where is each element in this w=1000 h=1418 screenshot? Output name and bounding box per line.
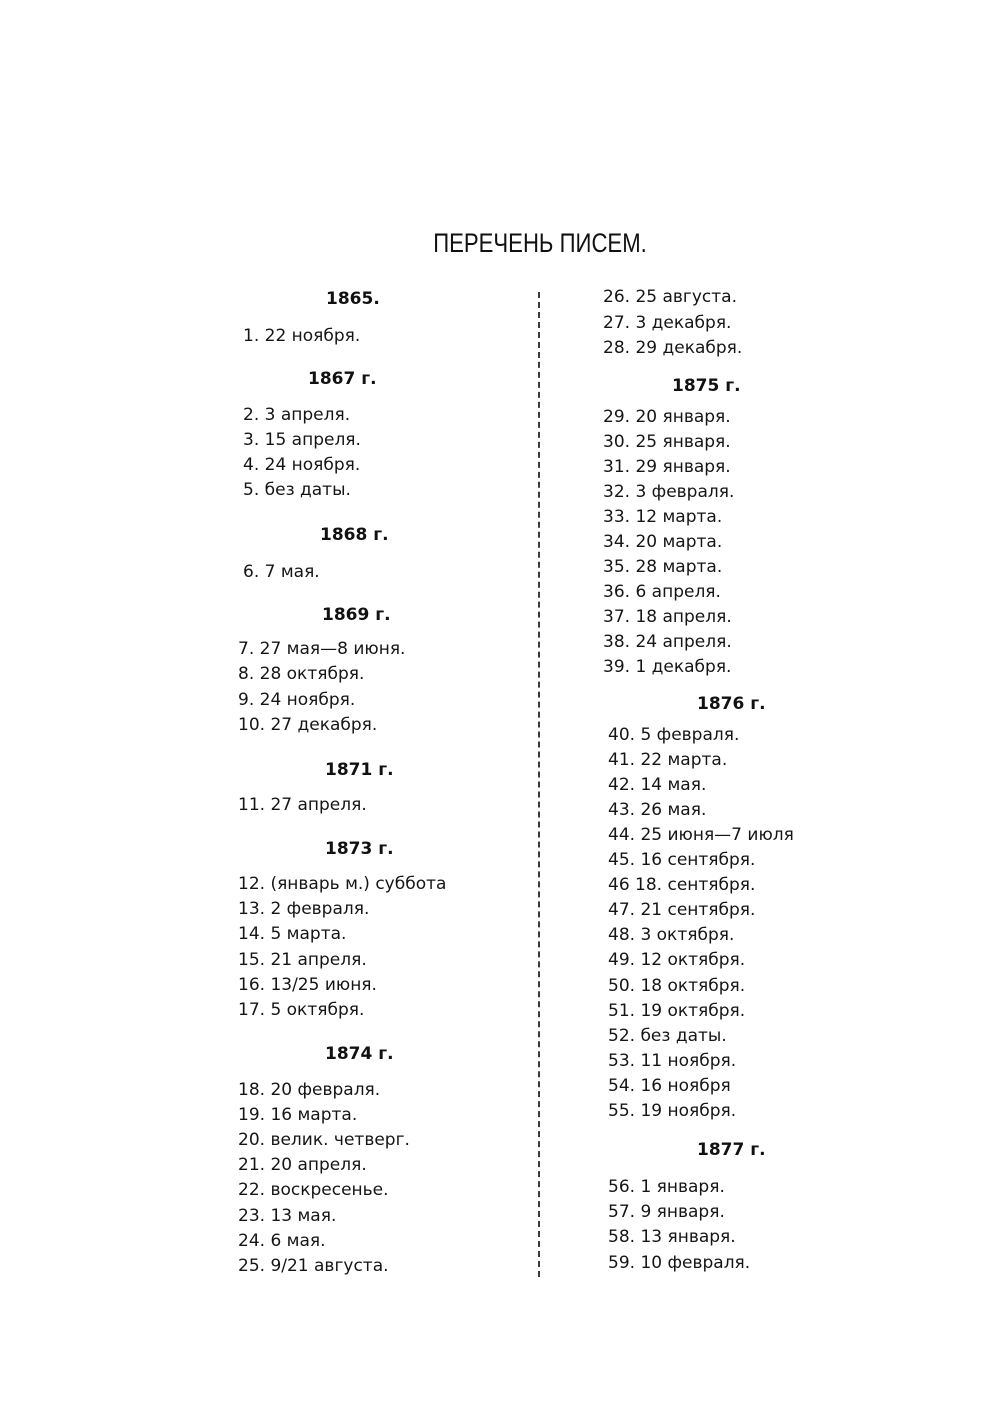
letter-entry: 17. 5 октября.: [238, 1000, 365, 1020]
year-heading: 1874 г.: [325, 1044, 394, 1064]
letter-entry: 36. 6 апреля.: [603, 582, 721, 602]
letter-entry: 21. 20 апреля.: [238, 1155, 367, 1176]
letter-entry: 34. 20 марта.: [603, 532, 723, 552]
letter-entry: 54. 16 ноября: [608, 1075, 731, 1096]
letter-entry: 24. 6 мая.: [238, 1230, 326, 1251]
letter-entry: 4. 24 ноября.: [243, 455, 361, 475]
letter-entry: 7. 27 мая—8 июня.: [238, 639, 406, 659]
letter-entry: 29. 20 января.: [603, 407, 731, 427]
letter-entry: 33. 12 марта.: [603, 507, 723, 527]
letter-entry: 41. 22 марта.: [608, 750, 728, 771]
letter-entry: 20. велик. четверг.: [238, 1130, 410, 1151]
letter-entry: 47. 21 сентября.: [608, 900, 756, 921]
column-divider: [538, 292, 540, 1277]
letter-entry: 15. 21 апреля.: [238, 949, 367, 970]
year-heading: 1876 г.: [697, 694, 766, 714]
letter-entry: 18. 20 февраля.: [238, 1080, 381, 1100]
letter-entry: 1. 22 ноября.: [243, 326, 361, 346]
letter-entry: 50. 18 октября.: [608, 975, 746, 996]
letter-entry: 2. 3 апреля.: [243, 405, 351, 425]
letter-entry: 57. 9 января.: [608, 1202, 725, 1223]
letter-entry: 6. 7 мая.: [243, 562, 320, 582]
letter-entry: 58. 13 января.: [608, 1227, 736, 1248]
letter-entry: 23. 13 мая.: [238, 1205, 337, 1226]
letter-entry: 5. без даты.: [243, 480, 351, 500]
letter-entry: 32. 3 февраля.: [603, 482, 735, 502]
letter-entry: 13. 2 февраля.: [238, 899, 370, 920]
letter-entry: 28. 29 декабря.: [603, 338, 743, 358]
year-heading: 1871 г.: [325, 760, 394, 780]
letter-entry: 52. без даты.: [608, 1025, 727, 1046]
page-title: ПЕРЕЧЕНЬ ПИСЕМ.: [433, 228, 647, 258]
letter-entry: 53. 11 ноября.: [608, 1050, 737, 1071]
letter-entry: 9. 24 ноября.: [238, 689, 356, 710]
letter-entry: 11. 27 апреля.: [238, 795, 367, 815]
year-heading: 1865.: [326, 289, 380, 309]
letter-entry: 12. (январь м.) суббота: [238, 874, 447, 894]
letter-entry: 40. 5 февраля.: [608, 725, 740, 745]
letter-entry: 48. 3 октября.: [608, 925, 735, 946]
letter-entry: 56. 1 января.: [608, 1177, 725, 1197]
letter-entry: 43. 26 мая.: [608, 800, 707, 821]
letter-entry: 27. 3 декабря.: [603, 312, 732, 333]
letter-entry: 37. 18 апреля.: [603, 607, 732, 627]
letter-entry: 46 18. сентября.: [608, 875, 756, 896]
year-heading: 1875 г.: [672, 376, 741, 396]
letter-entry: 8. 28 октября.: [238, 664, 365, 685]
letter-entry: 55. 19 ноября.: [608, 1100, 737, 1121]
letter-entry: 39. 1 декабря.: [603, 657, 732, 677]
letter-entry: 44. 25 июня—7 июля: [608, 825, 794, 846]
letter-entry: 42. 14 мая.: [608, 775, 707, 796]
letter-entry: 16. 13/25 июня.: [238, 974, 377, 995]
letter-entry: 38. 24 апреля.: [603, 632, 732, 652]
letter-entry: 31. 29 января.: [603, 457, 731, 477]
year-heading: 1868 г.: [320, 525, 389, 545]
letter-entry: 25. 9/21 августа.: [238, 1255, 389, 1276]
letter-entry: 19. 16 марта.: [238, 1105, 358, 1126]
year-heading: 1869 г.: [322, 605, 391, 625]
letter-entry: 45. 16 сентября.: [608, 850, 756, 871]
letter-entry: 26. 25 августа.: [603, 287, 737, 307]
year-heading: 1873 г.: [325, 839, 394, 859]
letter-entry: 3. 15 апреля.: [243, 430, 361, 450]
letter-entry: 51. 19 октября.: [608, 1000, 746, 1021]
letter-entry: 14. 5 марта.: [238, 924, 347, 945]
year-heading: 1867 г.: [308, 369, 377, 389]
letter-entry: 35. 28 марта.: [603, 557, 723, 577]
letter-entry: 49. 12 октября.: [608, 950, 746, 971]
letter-entry: 30. 25 января.: [603, 432, 731, 452]
letter-entry: 59. 10 февраля.: [608, 1252, 751, 1273]
year-heading: 1877 г.: [697, 1140, 766, 1160]
letter-entry: 10. 27 декабря.: [238, 714, 378, 735]
letter-entry: 22. воскресенье.: [238, 1180, 389, 1201]
